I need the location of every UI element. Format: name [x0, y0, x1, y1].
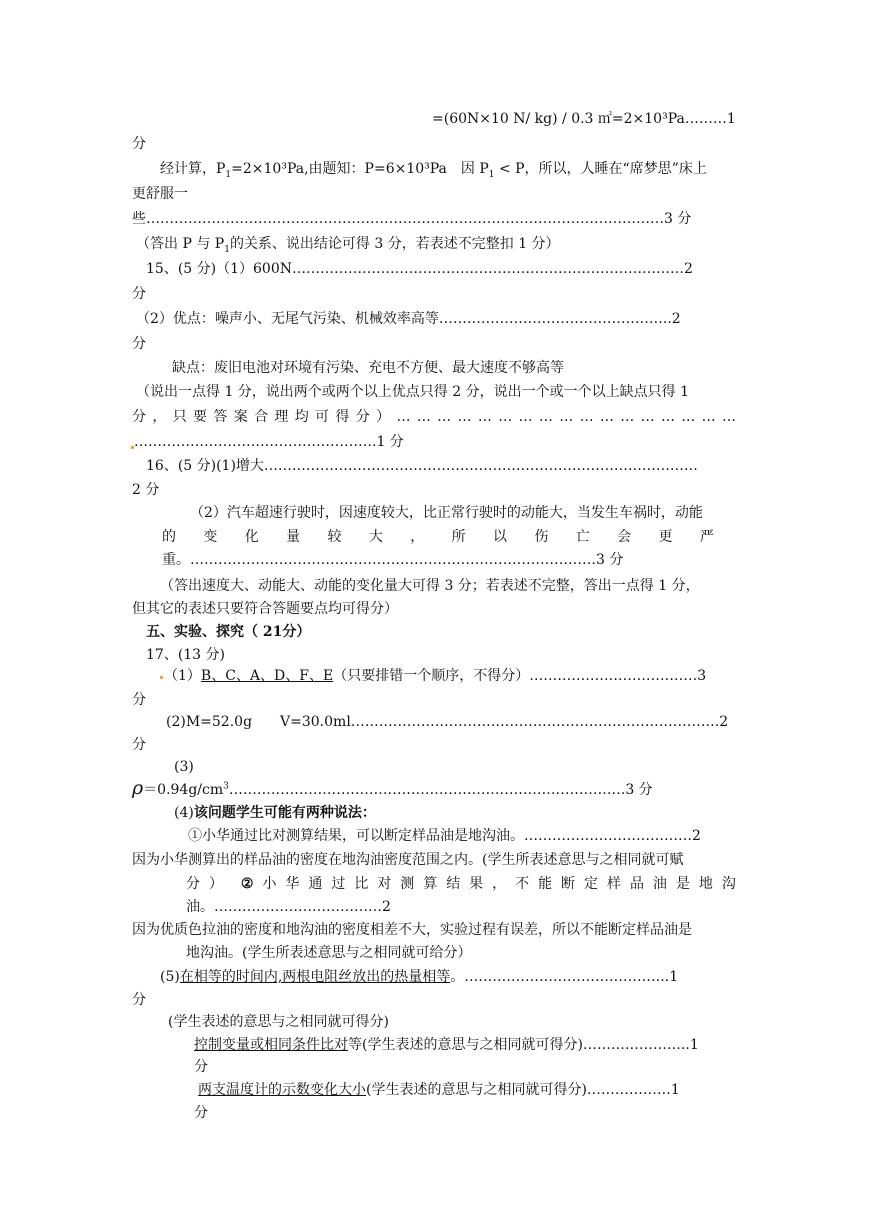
- q15-line-1: 15、(5 分)（1）600N…………………………………………………………………………2: [146, 261, 693, 277]
- q17-part-4-c: 分 ） ② 小 华 通 过 比 对 测 算 结 果 ， 不 能 断 定 样 品 油 是 地 沟: [186, 876, 736, 892]
- q17-part-5: (5)在相等的时间内,两根电阻丝放出的热量相等。……………………………………..1: [160, 969, 679, 985]
- q15-note-3: …………………………………………….1 分: [134, 434, 404, 450]
- q17-part-3-label: (3): [174, 759, 194, 775]
- q17-part-1: （1）B、C、A、D、F、E（只要排错一个顺序，不得分）………………………………3: [164, 668, 707, 684]
- q16-note-2: 但其它的表述只要符合答题要点均可得分）: [132, 601, 398, 617]
- scoring-note: （答出 P 与 $P_1$的关系、说出结论可得 3 分，若表述不完整扣 1 分）: [136, 236, 560, 255]
- q17-part-4-d: 油。………………………………2: [186, 899, 391, 915]
- section-heading: 五、实验、探究（ 21分）: [146, 624, 311, 640]
- q16-line-3: 的 变 化 量 较 大 ， 所 以 伤 亡 会 更 严: [162, 529, 714, 545]
- formula-line: =(60N×10 N/ kg) / 0.3 ㎡=2×10³Pa………1: [432, 111, 736, 127]
- score-unit: 分: [132, 286, 146, 302]
- conclusion-line: 经计算，$P_1=2\times 10^3Pa$,由题知：P=6×10³Pa 因 $P_1 < P$，所以，人睡在“席梦思”床上: [160, 161, 707, 180]
- score-unit: 分: [194, 1059, 208, 1075]
- q16-line-4: 重。……………………………………………………………………………3 分: [162, 552, 624, 568]
- score-unit: 分: [132, 692, 146, 708]
- q17-part-4-f: 地沟油。(学生所表述意思与之相同就可给分）: [186, 945, 472, 961]
- score-unit: 分: [194, 1105, 208, 1121]
- q15-line-3: 缺点：废旧电池对环境有污染、充电不方便、最大速度不够高等: [172, 360, 564, 376]
- q17-part-3: $\rho=0.94g/cm^3\dots\dots\dots\dots\dots\dots\dots\dots\dots\dots\dots\dots\dots\dots\dots\dots\dots\dots\dots\dots\dots\dots\dots\dots\dots\dots\dots\dots.3$ 分: [132, 777, 653, 799]
- q17-part-6: 控制变量或相同条件比对等(学生表述的意思与之相同就可得分)…………………..1: [194, 1037, 699, 1053]
- q15-note-1: （说出一点得 1 分，说出两个或两个以上优点只得 2 分，说出一个或一个以上缺点只得 1: [136, 384, 689, 400]
- q17-part-7: 两支温度计的示数变化大小(学生表述的意思与之相同就可得分)………………1: [198, 1082, 680, 1098]
- conclusion-line-3: 些…………………………………………………………………………………………………3 分: [132, 211, 692, 227]
- edit-marker: [160, 676, 163, 679]
- q17-part-5-note: (学生表述的意思与之相同就可得分): [168, 1014, 389, 1030]
- q16-note-1: （答出速度大、动能大、动能的变化量大可得 3 分；若表述不完整，答出一点得 1 分，: [160, 578, 700, 594]
- conclusion-line-2: 更舒服一: [132, 186, 188, 202]
- q15-note-2: 分 ， 只 要 答 案 合 理 均 可 得 分 ） … … … … … … … … … … … … … … … … …: [132, 409, 736, 425]
- rho-symbol: ρ: [132, 777, 144, 799]
- score-unit: 分: [132, 336, 146, 352]
- q17-part-4-e: 因为优质色拉油的密度和地沟油的密度相差不大，实验过程有误差，所以不能断定样品油是: [132, 922, 692, 938]
- score-unit: 2 分: [132, 482, 160, 498]
- q16-line-2: （2）汽车超速行驶时，因速度较大，比正常行驶时的动能大，当发生车祸时，动能: [190, 505, 703, 521]
- q16-line-1: 16、(5 分)(1)增大…………………………………………………………………………………: [146, 458, 698, 474]
- score-unit: 分: [132, 992, 146, 1008]
- q17-header: 17、(13 分): [146, 647, 226, 663]
- q17-part-2: (2)M=52.0g V=30.0ml…………………………………………………………………….2: [166, 714, 729, 730]
- score-unit: 分: [132, 737, 146, 753]
- q17-part-4-a: ①小华通过比对测算结果，可以断定样品油是地沟油。………………………………2: [188, 828, 701, 844]
- score-unit: 分: [132, 136, 146, 152]
- q17-part-4-title: (4)该问题学生可能有两种说法：: [174, 805, 376, 821]
- q15-line-2: （2）优点：噪声小、无尾气污染、机械效率高等…………………………………………..2: [136, 311, 681, 327]
- q17-part-4-b: 因为小华测算出的样品油的密度在地沟油密度范围之内。(学生所表述意思与之相同就可赋: [132, 852, 684, 868]
